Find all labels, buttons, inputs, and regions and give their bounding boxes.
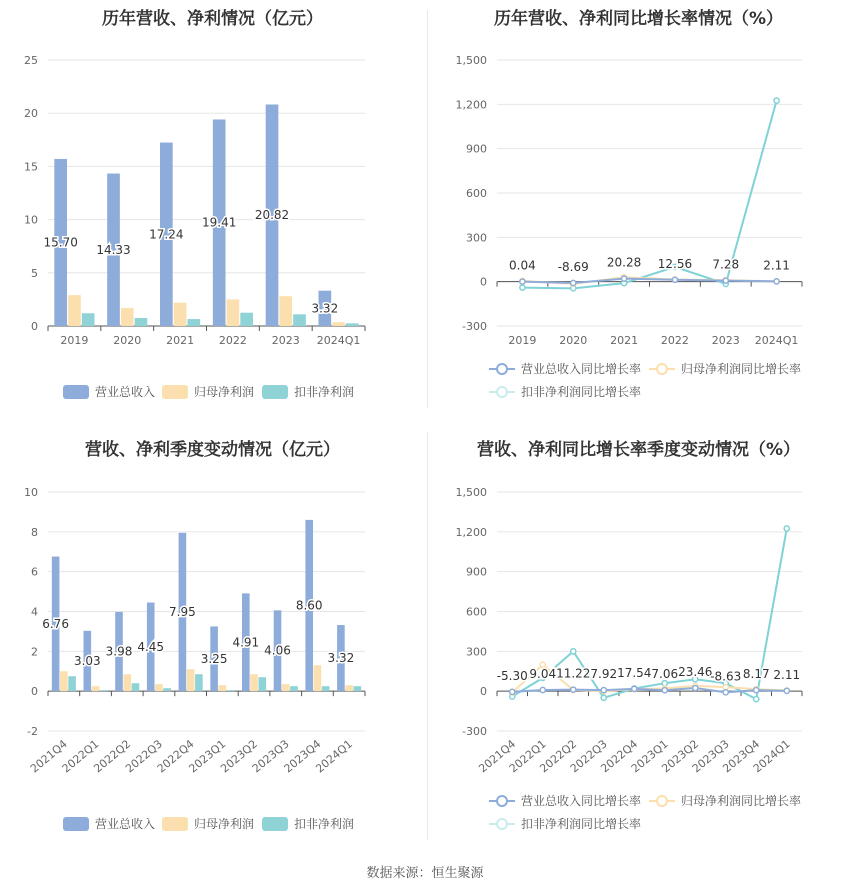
bar-data-label: 7.95 <box>169 604 196 619</box>
y-tick-label: 1,200 <box>455 98 487 112</box>
data-source-note: 数据来源：恒生聚源 <box>366 866 484 881</box>
y-tick-label: 8 <box>31 525 38 539</box>
chart-legend <box>427 425 850 845</box>
y-tick-label: 2 <box>31 645 38 659</box>
annual-values-chart <box>0 0 425 410</box>
y-tick-label: 600 <box>466 187 487 200</box>
legend-label: 扣非净利润同比增长率 <box>521 385 642 399</box>
x-tick-label: 2024Q1 <box>750 737 793 776</box>
line-data-label: -5.30 <box>496 668 528 683</box>
x-tick-label: 2023Q1 <box>186 737 229 776</box>
x-tick-label: 2023Q3 <box>249 737 292 776</box>
x-tick-label: 2021Q4 <box>27 737 70 776</box>
line-data-label: 0.04 <box>509 258 536 273</box>
x-tick-label: 2022Q1 <box>59 737 102 776</box>
x-tick-label: 2023Q3 <box>689 737 732 776</box>
chart-title: 营收、净利季度变动情况（亿元） <box>85 440 340 460</box>
bar-data-label: 3.32 <box>311 301 339 316</box>
bar-data-label: 6.76 <box>42 616 69 631</box>
bar-data-label: 19.41 <box>202 215 237 230</box>
y-tick-label: 900 <box>466 565 487 579</box>
x-tick-label: 2023Q4 <box>281 737 324 776</box>
annual-growth-chart <box>427 0 850 410</box>
bar-data-label: 4.45 <box>137 639 165 654</box>
line-data-label: -8.63 <box>710 669 742 684</box>
legend-label: 营业总收入 <box>95 385 156 399</box>
chart-title: 历年营收、净利情况（亿元） <box>102 9 323 29</box>
x-tick-label: 2022 <box>218 334 247 347</box>
legend-label: 归母净利润 <box>194 385 255 399</box>
chart-legend <box>0 425 425 845</box>
legend-item-net-profit[interactable] <box>162 815 254 832</box>
line-data-label: 2.11 <box>773 667 801 682</box>
y-tick-label: 5 <box>31 266 38 280</box>
y-tick-label: 1,500 <box>455 54 487 67</box>
y-tick-label: 20 <box>24 107 38 121</box>
y-tick-label: -2 <box>27 725 38 738</box>
bar-data-label: 15.70 <box>43 235 78 250</box>
bar-data-label: 3.03 <box>73 653 101 668</box>
line-data-label: 8.17 <box>742 667 770 682</box>
x-tick-label: 2021 <box>610 334 639 347</box>
quarterly-values-chart <box>0 425 425 845</box>
legend-item-revenue-growth[interactable] <box>489 360 641 377</box>
legend-label: 扣非净利润同比增长率 <box>521 817 642 831</box>
y-tick-label: 15 <box>24 160 38 174</box>
line-data-label: 23.46 <box>678 665 713 680</box>
x-tick-label: 2019 <box>508 334 537 347</box>
chart-legend <box>0 0 425 410</box>
legend-item-deducted-profit[interactable] <box>262 383 354 400</box>
x-tick-label: 2023Q2 <box>659 737 702 776</box>
line-data-label: 7.92 <box>590 667 618 682</box>
y-tick-label: 1,500 <box>455 486 487 499</box>
line-data-label: 9.04 <box>529 666 557 681</box>
legend-label: 归母净利润 <box>194 817 255 831</box>
x-tick-label: 2023 <box>711 334 740 347</box>
x-tick-label: 2022Q1 <box>506 737 549 776</box>
x-tick-label: 2021 <box>166 334 195 347</box>
x-tick-label: 2022Q2 <box>537 737 580 776</box>
y-tick-label: 25 <box>24 54 38 67</box>
x-tick-label: 2023 <box>271 334 300 347</box>
y-tick-label: 10 <box>24 486 38 499</box>
legend-label: 归母净利润同比增长率 <box>681 362 802 376</box>
legend-item-net-profit-growth[interactable] <box>649 792 801 809</box>
x-tick-label: 2024Q1 <box>754 334 799 347</box>
line-data-label: -8.69 <box>557 259 589 274</box>
quarterly-growth-chart <box>427 425 850 845</box>
chart-title: 历年营收、净利同比增长率情况（%） <box>493 9 784 29</box>
x-tick-label: 2021Q4 <box>476 737 519 776</box>
line-data-label: 7.28 <box>712 257 740 272</box>
bar-data-label: 8.60 <box>295 598 323 613</box>
x-tick-label: 2024Q1 <box>316 334 361 347</box>
x-tick-label: 2022Q2 <box>91 737 134 776</box>
bar-data-label: 17.24 <box>149 227 184 242</box>
x-tick-label: 2019 <box>60 334 89 347</box>
legend-item-deducted-profit-growth[interactable] <box>489 383 641 400</box>
y-tick-label: 0 <box>480 275 487 289</box>
y-tick-label: 600 <box>466 605 487 619</box>
x-tick-label: 2023Q2 <box>218 737 260 776</box>
chart-title: 营收、净利同比增长率季度变动情况（%） <box>476 440 801 460</box>
legend-item-revenue[interactable] <box>63 815 155 832</box>
chart-legend <box>427 0 850 410</box>
y-tick-label: 300 <box>466 645 487 659</box>
x-tick-label: 2024Q1 <box>313 737 356 776</box>
line-data-label: 2.11 <box>763 258 790 273</box>
legend-label: 营业总收入同比增长率 <box>521 794 642 808</box>
x-tick-label: 2022Q4 <box>154 737 197 776</box>
legend-label: 扣非净利润 <box>294 385 355 399</box>
bar-data-label: 4.91 <box>232 635 260 650</box>
legend-label: 营业总收入同比增长率 <box>521 362 642 376</box>
legend-label: 营业总收入 <box>95 817 156 831</box>
y-tick-label: -300 <box>462 320 487 333</box>
line-data-label: 11.22 <box>556 666 591 681</box>
legend-item-net-profit[interactable] <box>162 383 254 400</box>
legend-label: 扣非净利润 <box>294 817 355 831</box>
bar-data-label: 14.33 <box>96 242 131 257</box>
line-data-label: 12.56 <box>657 256 693 271</box>
x-tick-label: 2022Q4 <box>598 737 641 776</box>
legend-item-deducted-profit[interactable] <box>262 815 354 832</box>
y-tick-label: -300 <box>462 725 487 738</box>
y-tick-label: 300 <box>466 231 487 245</box>
bar-data-label: 3.98 <box>105 644 133 659</box>
bar-data-label: 3.25 <box>200 651 228 666</box>
x-tick-label: 2022 <box>660 334 689 347</box>
bar-data-label: 3.32 <box>327 651 355 666</box>
line-data-label: 20.28 <box>606 255 642 270</box>
y-tick-label: 10 <box>24 213 38 227</box>
bar-data-label: 4.06 <box>264 643 291 658</box>
line-data-label: 7.06 <box>651 667 679 682</box>
legend-item-net-profit-growth[interactable] <box>649 360 801 377</box>
legend-item-revenue[interactable] <box>63 383 155 400</box>
bar-data-label: 20.82 <box>254 208 290 223</box>
y-tick-label: 900 <box>466 142 487 156</box>
x-tick-label: 2020 <box>113 334 142 347</box>
y-tick-label: 4 <box>31 605 38 619</box>
y-tick-label: 1,200 <box>455 525 487 539</box>
legend-item-revenue-growth[interactable] <box>489 792 641 809</box>
y-tick-label: 6 <box>31 565 38 579</box>
y-tick-label: 0 <box>31 320 38 333</box>
line-data-label: 17.54 <box>617 665 652 680</box>
x-tick-label: 2023Q4 <box>720 737 763 776</box>
x-tick-label: 2020 <box>559 334 588 347</box>
legend-item-deducted-profit-growth[interactable] <box>489 815 641 832</box>
y-tick-label: 0 <box>31 685 38 699</box>
legend-label: 归母净利润同比增长率 <box>681 794 802 808</box>
y-tick-label: 0 <box>480 685 487 699</box>
x-tick-label: 2022Q3 <box>567 737 610 776</box>
x-tick-label: 2022Q3 <box>123 737 165 776</box>
x-tick-label: 2023Q1 <box>628 737 671 776</box>
